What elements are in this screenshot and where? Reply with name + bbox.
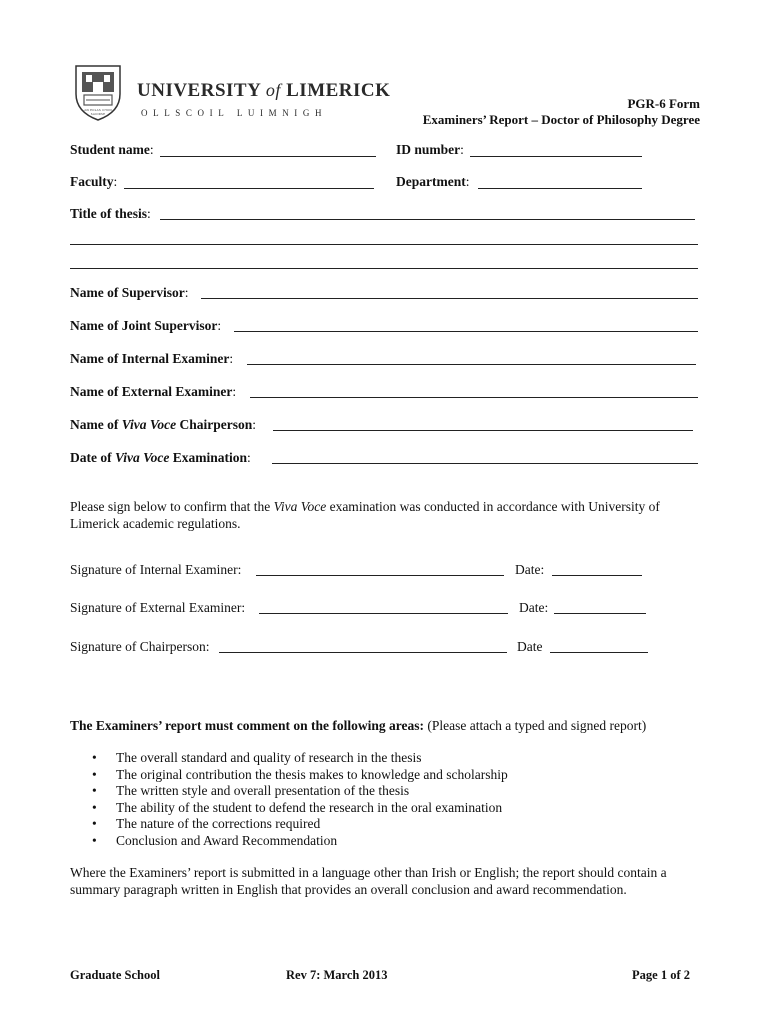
university-name-part1: UNIVERSITY [137,80,261,101]
external-date-line[interactable] [554,613,646,614]
viva-date-line[interactable] [272,463,698,464]
crest-motto: AN EOLAS CHUN SAOIRSE [84,108,112,116]
colon: : [217,318,222,333]
joint-supervisor-label: Name of Joint Supervisor [70,318,218,333]
form-code: PGR-6 Form [627,96,700,111]
form-title: Examiners’ Report – Doctor of Philosophy Degree [422,112,700,127]
department-line[interactable] [478,188,642,189]
viva-chairperson-line[interactable] [273,430,693,431]
chair-signature-line[interactable] [219,652,507,653]
faculty-label: Faculty [70,174,114,189]
confirmation-paragraph [70,498,702,532]
list-item: • The original contribution the thesis makes to knowledge and scholarship [70,767,508,784]
thesis-title-line-3[interactable] [70,268,698,269]
confirmation-text-italic: Viva Voce [273,499,327,514]
chair-date-line[interactable] [550,652,648,653]
viva-date-label-suffix: Examination [169,450,247,465]
confirmation-text-before: Please sign below to confirm that the [70,499,274,514]
list-item: • The nature of the corrections required [70,816,508,833]
joint-supervisor-field [70,318,221,334]
joint-supervisor-line[interactable] [234,331,698,332]
report-heading-note: (Please attach a typed and signed report) [423,718,647,733]
university-irish-name: OLLSCOIL LUIMNIGH [141,108,328,118]
internal-examiner-field [70,351,233,367]
internal-examiner-label: Name of Internal Examiner [70,351,230,366]
id-number-label: ID number [396,142,461,157]
list-item: • The written style and overall presentation of the thesis [70,783,508,800]
report-heading-bold: The Examiners’ report must comment on the following areas: [70,718,424,733]
external-date-label: Date: [519,600,549,615]
colon: : [113,174,118,189]
report-areas-list [70,750,508,850]
id-number-field [396,142,464,158]
internal-signature-line[interactable] [256,575,504,576]
report-heading [70,718,646,734]
university-name [137,80,390,102]
colon: : [252,417,257,432]
colon: : [460,142,464,157]
internal-date-label: Date: [515,562,545,577]
viva-chairperson-field [70,417,256,433]
colon: : [247,450,251,465]
university-crest-icon [72,64,124,122]
chair-label-suffix: Chairperson [176,417,253,432]
internal-examiner-line[interactable] [247,364,696,365]
external-examiner-label: Name of External Examiner [70,384,233,399]
viva-date-field [70,450,251,466]
internal-signature-label: Signature of Internal Examiner: [70,562,242,577]
footer-right: Page 1 of 2 [632,968,690,982]
colon: : [149,142,154,157]
chair-signature-label: Signature of Chairperson: [70,639,210,654]
thesis-title-line-1[interactable] [160,219,695,220]
supervisor-field [70,285,189,301]
internal-date-line[interactable] [552,575,642,576]
list-item: • The overall standard and quality of research in the thesis [70,750,508,767]
colon: : [184,285,189,300]
footer-left: Graduate School [70,968,160,982]
university-name-part2: LIMERICK [286,80,391,101]
list-item: • The ability of the student to defend the research in the oral examination [70,800,508,817]
thesis-title-label: Title of thesis [70,206,147,221]
confirmation-text-after: examination was conducted in accordance with University of Limerick academic regulations. [70,499,660,531]
footer-center: Rev 7: March 2013 [286,968,388,982]
faculty-line[interactable] [124,188,374,189]
external-examiner-field [70,384,236,400]
viva-date-label-prefix: Date of [70,450,115,465]
colon: : [147,206,151,221]
colon: : [465,174,470,189]
colon: : [232,384,237,399]
chair-date-label: Date [517,639,543,654]
external-signature-label: Signature of External Examiner: [70,600,246,615]
external-signature-line[interactable] [259,613,508,614]
viva-date-label-italic: Viva Voce [114,450,170,465]
university-name-of: of [265,80,281,100]
id-number-line[interactable] [470,156,642,157]
chair-label-prefix: Name of [70,417,122,432]
student-name-field [70,142,154,158]
thesis-title-line-2[interactable] [70,244,698,245]
thesis-title-field [70,206,151,222]
faculty-field [70,174,117,190]
department-label: Department [396,174,466,189]
student-name-line[interactable] [160,156,376,157]
department-field [396,174,470,190]
chair-label-italic: Viva Voce [121,417,177,432]
colon: : [229,351,234,366]
external-examiner-line[interactable] [250,397,698,398]
supervisor-label: Name of Supervisor [70,285,185,300]
student-name-label: Student name [70,142,150,157]
list-item: • Conclusion and Award Recommendation [70,833,508,850]
language-note: Where the Examiners’ report is submitted in a language other than Irish or English; the report should contain a summary paragraph written in English that provides an overall conclusion and award recommendation. [70,865,667,897]
supervisor-line[interactable] [201,298,698,299]
